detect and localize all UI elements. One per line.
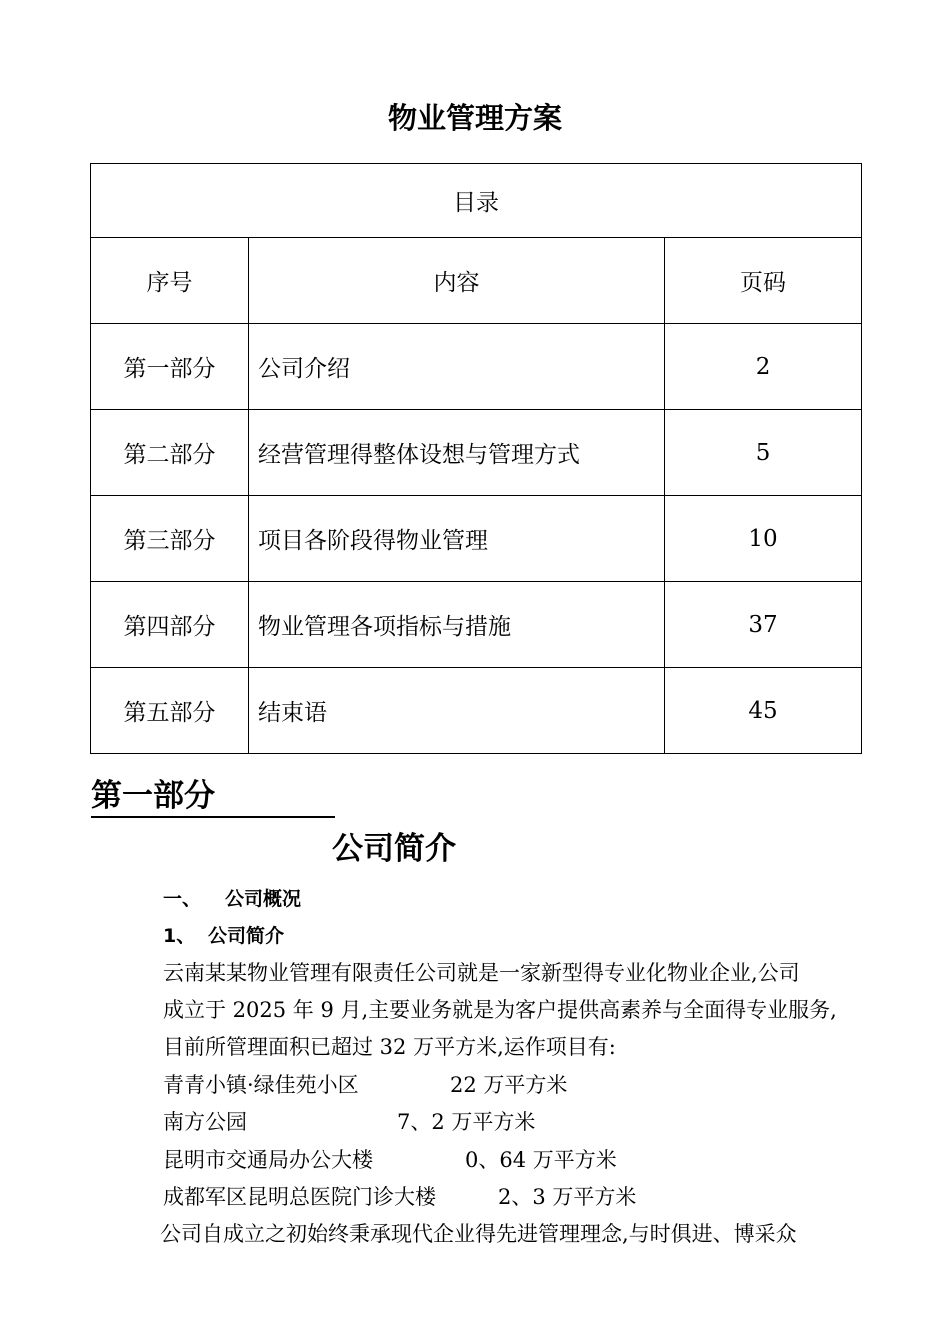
project-item xyxy=(163,1144,617,1174)
project-name: 成都军区昆明总医院门诊大楼 xyxy=(163,1185,436,1209)
paragraph-line: 云南某某物业管理有限责任公司就是一家新型得专业化物业企业,公司 xyxy=(163,961,800,985)
paragraph-line: 公司自成立之初始终秉承现代企业得先进管理理念,与时俱进、博采众 xyxy=(160,1222,797,1246)
page-title: 物业管理方案 xyxy=(387,101,562,135)
toc-row-num: 第四部分 xyxy=(91,582,249,668)
toc-row-content: 公司介绍 xyxy=(249,324,665,410)
subsection-heading xyxy=(163,884,301,911)
toc-table xyxy=(90,163,862,754)
paragraph-line: 目前所管理面积已超过 32 万平方米,运作项目有: xyxy=(163,1035,616,1059)
subsection-heading xyxy=(163,921,284,948)
project-item xyxy=(163,1106,536,1136)
toc-row-num: 第五部分 xyxy=(91,668,249,754)
toc-row-page: 45 xyxy=(665,668,862,754)
subsection-number: 1、 xyxy=(163,925,196,947)
toc-row-num: 第三部分 xyxy=(91,496,249,582)
project-area: 7、2 万平方米 xyxy=(397,1110,536,1134)
toc-row-page: 37 xyxy=(665,582,862,668)
project-item xyxy=(163,1181,637,1211)
paragraph-line: 成立于 2025 年 9 月,主要业务就是为客户提供高素养与全面得专业服务, xyxy=(163,998,837,1022)
project-area: 2、3 万平方米 xyxy=(498,1185,637,1209)
toc-row-content: 结束语 xyxy=(249,668,665,754)
toc-header-page: 页码 xyxy=(665,238,862,324)
toc-header-num: 序号 xyxy=(91,238,249,324)
toc-row-content: 经营管理得整体设想与管理方式 xyxy=(249,410,665,496)
toc-row-page: 2 xyxy=(665,324,862,410)
subsection-number: 一、 xyxy=(163,888,202,910)
toc-row-num: 第一部分 xyxy=(91,324,249,410)
project-name: 昆明市交通局办公大楼 xyxy=(163,1148,373,1172)
project-item xyxy=(163,1069,568,1099)
toc-row-page: 10 xyxy=(665,496,862,582)
toc-row xyxy=(91,324,862,410)
subsection-label: 公司概况 xyxy=(225,888,302,910)
toc-row xyxy=(91,668,862,754)
toc-row-page: 5 xyxy=(665,410,862,496)
toc-row xyxy=(91,582,862,668)
project-name: 南方公园 xyxy=(163,1110,247,1134)
project-area: 0、64 万平方米 xyxy=(465,1148,617,1172)
part-heading: 第一部分 xyxy=(91,776,335,818)
section-title: 公司简介 xyxy=(332,831,456,867)
toc-row xyxy=(91,496,862,582)
toc-caption: 目录 xyxy=(91,164,862,238)
toc-row-content: 项目各阶段得物业管理 xyxy=(249,496,665,582)
project-name: 青青小镇·绿佳苑小区 xyxy=(163,1073,359,1097)
toc-row-num: 第二部分 xyxy=(91,410,249,496)
toc-row-content: 物业管理各项指标与措施 xyxy=(249,582,665,668)
project-area: 22 万平方米 xyxy=(450,1073,568,1097)
subsection-label: 公司简介 xyxy=(208,925,285,947)
toc-row xyxy=(91,410,862,496)
toc-header-content: 内容 xyxy=(249,238,665,324)
